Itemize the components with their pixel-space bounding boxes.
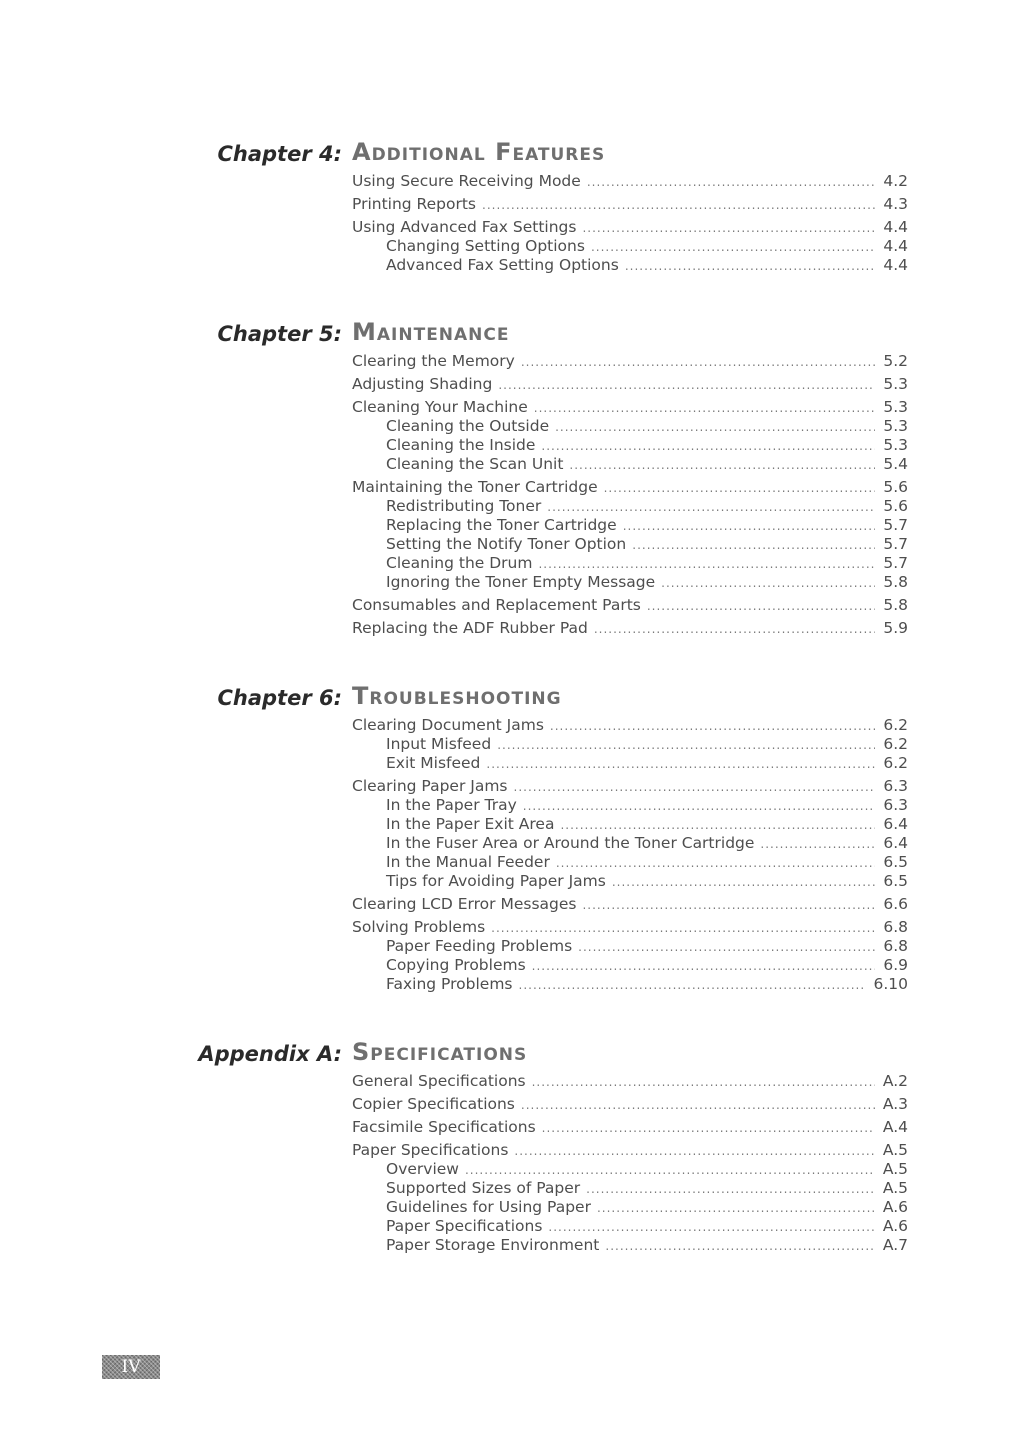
toc-entry-page: A.4 (882, 1118, 908, 1136)
toc-entry-text: Cleaning the Scan Unit (386, 455, 564, 473)
toc-entry-text: In the Paper Tray (386, 796, 517, 814)
dot-leader (497, 736, 875, 754)
dot-leader (594, 620, 876, 638)
toc-entry[interactable] (352, 1141, 908, 1160)
toc-entry-page: 5.3 (883, 417, 908, 435)
toc-subentry[interactable] (352, 1217, 908, 1236)
dot-leader (623, 517, 876, 535)
toc-entry-text: Redistributing Toner (386, 497, 542, 515)
toc-entry-text: Maintaining the Toner Cartridge (352, 478, 598, 496)
toc-entry-page: 5.2 (883, 352, 908, 370)
toc-entry-page: 6.4 (883, 815, 908, 833)
dot-leader (597, 1199, 875, 1217)
toc-entry[interactable] (352, 596, 908, 615)
toc-entry-page: 6.5 (883, 853, 908, 871)
toc-entry-text: Adjusting Shading (352, 375, 493, 393)
toc-subentry[interactable] (352, 956, 908, 975)
dot-leader (582, 219, 875, 237)
toc-entry-page: A.5 (882, 1179, 908, 1197)
toc-entry-page: 6.4 (883, 834, 908, 852)
toc-subentry[interactable] (352, 834, 908, 853)
toc-entry[interactable] (352, 716, 908, 735)
toc-entry-text: In the Fuser Area or Around the Toner Cartridge (386, 834, 755, 852)
toc-entry-page: 4.4 (883, 218, 908, 236)
toc-subentry[interactable] (352, 796, 908, 815)
toc-subentry[interactable] (352, 975, 908, 994)
dot-leader (578, 938, 875, 956)
toc-entry-page: 5.8 (883, 596, 908, 614)
toc-subentry[interactable] (352, 554, 908, 573)
dot-leader (591, 238, 875, 256)
toc-entry-text: Paper Feeding Problems (386, 937, 573, 955)
toc-entry-text: Overview (386, 1160, 459, 1178)
toc-entry-page: 6.2 (883, 716, 908, 734)
dot-leader (521, 1096, 875, 1114)
toc-entry-page: 4.3 (883, 195, 908, 213)
toc-subentry[interactable] (352, 1179, 908, 1198)
toc-entry-list (0, 1072, 908, 1255)
toc-entry-text: Cleaning Your Machine (352, 398, 528, 416)
toc-section-chapter-4 (0, 138, 1030, 275)
dot-leader (465, 1161, 875, 1179)
toc-entry-page: 6.6 (883, 895, 908, 913)
dot-leader (560, 816, 875, 834)
toc-entry[interactable] (352, 777, 908, 796)
toc-entry-page: 6.8 (883, 918, 908, 936)
toc-entry-text: Using Advanced Fax Settings (352, 218, 577, 236)
toc-entry-page: A.6 (882, 1198, 908, 1216)
toc-subentry[interactable] (352, 237, 908, 256)
section-label: Chapter 6: (217, 686, 342, 710)
dot-leader (532, 957, 876, 975)
toc-entry-text: Clearing the Memory (352, 352, 515, 370)
dot-leader (612, 873, 876, 891)
toc-subentry[interactable] (352, 853, 908, 872)
section-label: Chapter 4: (217, 142, 342, 166)
section-title: Troubleshooting (352, 682, 562, 710)
dot-leader (548, 1218, 874, 1236)
toc-entry-page: 5.9 (883, 619, 908, 637)
section-title: Additional Features (352, 138, 606, 166)
toc-entry-text: Setting the Notify Toner Option (386, 535, 627, 553)
toc-entry-text: Advanced Fax Setting Options (386, 256, 619, 274)
toc-entry[interactable] (352, 195, 908, 214)
toc-entry[interactable] (352, 895, 908, 914)
toc-entry-text: Printing Reports (352, 195, 477, 213)
toc-entry[interactable] (352, 398, 908, 417)
toc-entry[interactable] (352, 1118, 908, 1137)
dot-leader (661, 574, 875, 592)
dot-leader (534, 399, 876, 417)
toc-entry[interactable] (352, 619, 908, 638)
toc-subentry[interactable] (352, 455, 908, 474)
toc-entry-text: Clearing Document Jams (352, 716, 544, 734)
dot-leader (542, 1119, 875, 1137)
toc-entry-page: 5.6 (883, 497, 908, 515)
dot-leader (498, 376, 875, 394)
toc-entry-page: 5.3 (883, 375, 908, 393)
toc-entry-text: Facsimile Specifications (352, 1118, 536, 1136)
dot-leader (538, 555, 875, 573)
dot-leader (586, 1180, 875, 1198)
toc-entry-page: 6.3 (883, 796, 908, 814)
toc-entry-list (0, 716, 908, 994)
toc-entry[interactable] (352, 1072, 908, 1091)
section-heading (0, 318, 1030, 348)
toc-subentry[interactable] (352, 436, 908, 455)
toc-entry-text: Clearing Paper Jams (352, 777, 508, 795)
toc-entry[interactable] (352, 218, 908, 237)
dot-leader (632, 536, 875, 554)
toc-entry-text: Cleaning the Inside (386, 436, 536, 454)
dot-leader (523, 797, 876, 815)
dot-leader (491, 919, 875, 937)
toc-subentry[interactable] (352, 872, 908, 891)
toc-entry-page: 4.4 (883, 256, 908, 274)
toc-subentry[interactable] (352, 417, 908, 436)
dot-leader (625, 257, 876, 275)
dot-leader (556, 854, 876, 872)
toc-entry-list (0, 172, 908, 275)
toc-entry-page: 6.10 (873, 975, 908, 993)
toc-entry-page: 5.6 (883, 478, 908, 496)
dot-leader (486, 755, 875, 773)
toc-entry-page: A.5 (882, 1141, 908, 1159)
toc-entry-page: 5.7 (883, 554, 908, 572)
toc-subentry[interactable] (352, 815, 908, 834)
page-number-tab: IV (102, 1355, 160, 1379)
toc-entry-page: A.7 (882, 1236, 908, 1254)
toc-entry-text: Ignoring the Toner Empty Message (386, 573, 656, 591)
dot-leader (514, 778, 876, 796)
dot-leader (532, 1073, 875, 1091)
section-title: Maintenance (352, 318, 510, 346)
toc-entry-text: Solving Problems (352, 918, 486, 936)
dot-leader (555, 418, 875, 436)
toc-entry-text: Tips for Avoiding Paper Jams (386, 872, 606, 890)
toc-entry-page: 5.7 (883, 535, 908, 553)
toc-section-chapter-5 (0, 318, 1030, 638)
toc-section-appendix-a (0, 1038, 1030, 1255)
dot-leader (547, 498, 875, 516)
dot-leader (569, 456, 875, 474)
toc-entry[interactable] (352, 478, 908, 497)
section-label: Appendix A: (198, 1042, 342, 1066)
toc-entry-text: Faxing Problems (386, 975, 513, 993)
toc-entry-page: A.3 (882, 1095, 908, 1113)
toc-entry-page: 6.2 (883, 754, 908, 772)
section-heading (0, 1038, 1030, 1068)
toc-subentry[interactable] (352, 937, 908, 956)
dot-leader (587, 173, 876, 191)
toc-entry-text: Changing Setting Options (386, 237, 585, 255)
dot-leader (605, 1237, 875, 1255)
toc-entry-text: General Specifications (352, 1072, 526, 1090)
dot-leader (519, 976, 866, 994)
toc-entry-page: 5.3 (883, 398, 908, 416)
toc-subentry[interactable] (352, 1160, 908, 1179)
toc-entry-page: 6.2 (883, 735, 908, 753)
toc-entry-page: 5.8 (883, 573, 908, 591)
toc-entry-page: 4.4 (883, 237, 908, 255)
toc-subentry[interactable] (352, 1198, 908, 1217)
toc-subentry[interactable] (352, 516, 908, 535)
toc-entry-text: Guidelines for Using Paper (386, 1198, 591, 1216)
toc-entry-text: Cleaning the Outside (386, 417, 550, 435)
toc-entry-text: Supported Sizes of Paper (386, 1179, 581, 1197)
dot-leader (514, 1142, 874, 1160)
section-heading (0, 682, 1030, 712)
section-heading (0, 138, 1030, 168)
toc-entry-page: 5.7 (883, 516, 908, 534)
toc-entry-page: 6.5 (883, 872, 908, 890)
dot-leader (582, 896, 875, 914)
toc-entry-page: A.2 (882, 1072, 908, 1090)
toc-entry[interactable] (352, 352, 908, 371)
toc-entry-text: In the Paper Exit Area (386, 815, 555, 833)
toc-entry-page: 6.8 (883, 937, 908, 955)
dot-leader (482, 196, 875, 214)
section-label: Chapter 5: (217, 322, 342, 346)
toc-subentry[interactable] (352, 573, 908, 592)
toc-entry[interactable] (352, 1095, 908, 1114)
dot-leader (550, 717, 875, 735)
dot-leader (604, 479, 876, 497)
dot-leader (521, 353, 876, 371)
toc-entry-text: Input Misfeed (386, 735, 492, 753)
toc-entry-text: Clearing LCD Error Messages (352, 895, 577, 913)
toc-entry-text: Paper Specifications (386, 1217, 543, 1235)
toc-section-chapter-6 (0, 682, 1030, 994)
toc-entry-text: Copier Specifications (352, 1095, 515, 1113)
toc-subentry[interactable] (352, 256, 908, 275)
dot-leader (760, 835, 875, 853)
toc-subentry[interactable] (352, 535, 908, 554)
toc-entry-page: 4.2 (883, 172, 908, 190)
toc-entry[interactable] (352, 172, 908, 191)
toc-subentry[interactable] (352, 754, 908, 773)
toc-entry-text: Exit Misfeed (386, 754, 481, 772)
toc-entry-text: Replacing the Toner Cartridge (386, 516, 617, 534)
toc-subentry[interactable] (352, 735, 908, 754)
toc-entry-page: A.5 (882, 1160, 908, 1178)
toc-entry-text: Replacing the ADF Rubber Pad (352, 619, 588, 637)
toc-entry[interactable] (352, 918, 908, 937)
toc-entry-text: Paper Storage Environment (386, 1236, 600, 1254)
dot-leader (647, 597, 875, 615)
toc-entry-page: 6.9 (883, 956, 908, 974)
toc-entry-text: Consumables and Replacement Parts (352, 596, 641, 614)
toc-entry-text: Paper Specifications (352, 1141, 509, 1159)
toc-entry-page: A.6 (882, 1217, 908, 1235)
toc-entry-page: 5.4 (883, 455, 908, 473)
toc-entry-text: Copying Problems (386, 956, 526, 974)
toc-entry-page: 5.3 (883, 436, 908, 454)
toc-subentry[interactable] (352, 497, 908, 516)
dot-leader (541, 437, 875, 455)
toc-entry[interactable] (352, 375, 908, 394)
toc-entry-list (0, 352, 908, 638)
toc-subentry[interactable] (352, 1236, 908, 1255)
section-title: Specifications (352, 1038, 528, 1066)
toc-entry-page: 6.3 (883, 777, 908, 795)
toc-entry-text: Using Secure Receiving Mode (352, 172, 581, 190)
toc-entry-text: Cleaning the Drum (386, 554, 533, 572)
toc-entry-text: In the Manual Feeder (386, 853, 550, 871)
